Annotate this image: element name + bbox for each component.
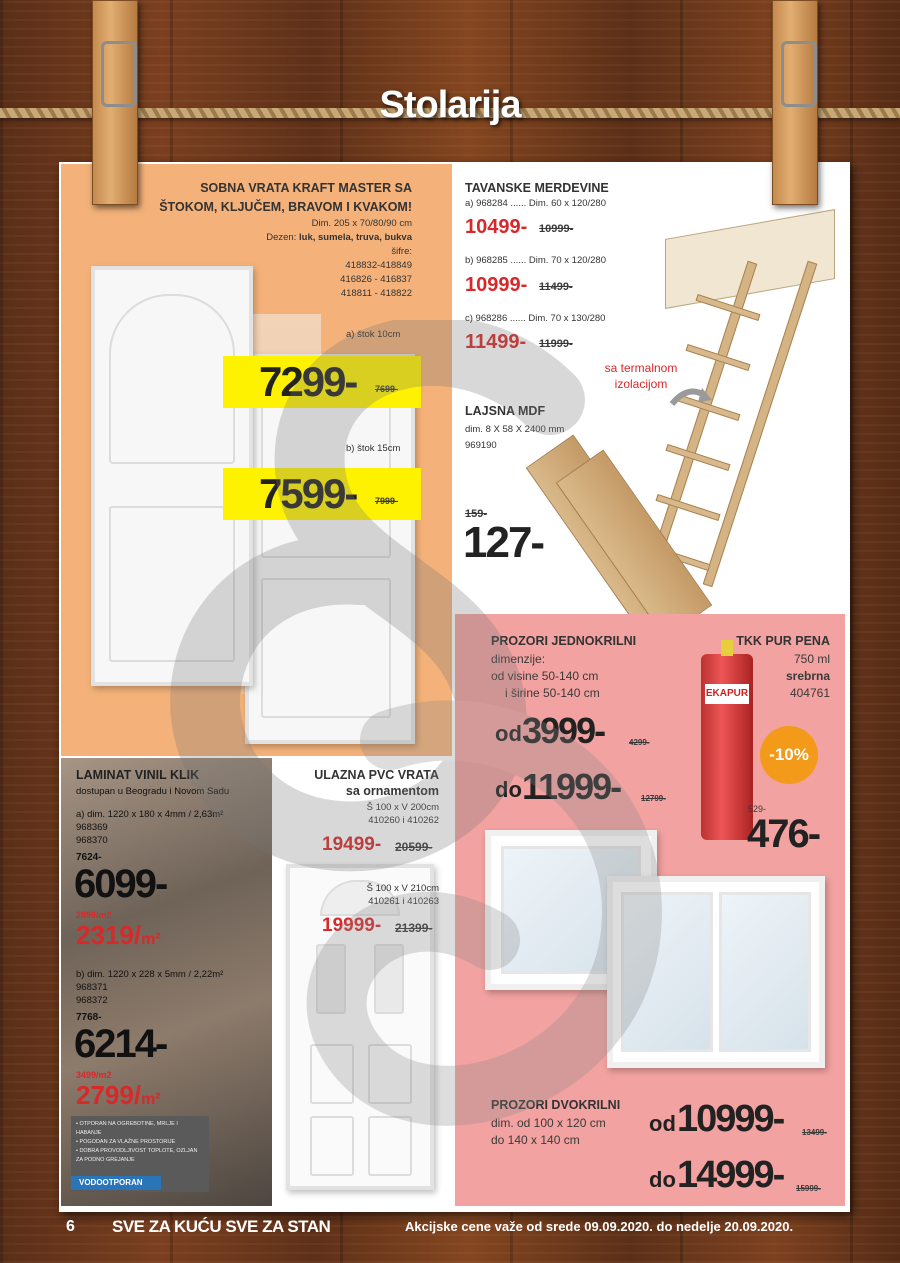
can-label: EKAPUR: [705, 684, 749, 704]
single-to-old: 12799-: [641, 794, 666, 803]
doors-code-1: 418832-418849: [345, 260, 412, 271]
page-number: 6: [66, 1218, 75, 1235]
single-windows-line-1: dimenzije:: [491, 652, 546, 666]
door-bottom-panel: [109, 506, 235, 662]
double-from-price: 10999-: [677, 1098, 784, 1140]
laminate-a-price-m2: [76, 920, 161, 951]
laminate-b-old-m2: 3499/m2: [76, 1070, 112, 1080]
laminate-a-line: a) dim. 1220 x 180 x 4mm / 2,63m²: [76, 809, 224, 820]
foam-code: 404761: [789, 686, 830, 700]
pvc-door-panel: [368, 1044, 412, 1104]
page-heading: Stolarija: [379, 84, 521, 126]
pvc-title-1: ULAZNA PVC VRATA: [314, 768, 439, 782]
waterproof-badge: VODOOTPORAN: [71, 1176, 161, 1190]
pvc-door-panel: [368, 1116, 412, 1176]
ladder-c-line: c) 968286 ...... Dim. 70 x 130/280: [465, 313, 606, 324]
laminate-a-old: 7624-: [76, 852, 102, 863]
feature-1: • OTPORAN NA OGREBOTINE, MRLJE I HABANJE: [76, 1121, 178, 1136]
doors-dim: Dim. 205 x 70/80/90 cm: [311, 218, 412, 229]
doors-code-2: 416826 - 416837: [340, 274, 412, 285]
ladder-note-2: izolacijom: [614, 377, 668, 391]
doors-code-3: 418811 - 418822: [340, 288, 412, 299]
dezen-value: luk, sumela, truva, bukva: [299, 232, 412, 243]
ladder-c-old: 11999-: [539, 338, 573, 350]
foam-old: 529-: [748, 804, 767, 814]
double-to-old: 15999-: [796, 1184, 821, 1193]
laminate-b-price: 6214-: [74, 1022, 167, 1066]
pvc-door-panel: [310, 1116, 354, 1176]
foam-can-image: [701, 654, 753, 840]
catalog-sheet: [59, 162, 850, 1212]
single-from-price: 3999-: [522, 710, 605, 751]
single-windows-line-2: od visine 50-140 cm: [491, 669, 599, 683]
ladder-a-old: 10999-: [539, 223, 574, 235]
single-windows-line-3: i širine 50-140 cm: [505, 686, 600, 700]
laminate-availability: dostupan u Beogradu i Novom Sadu: [76, 786, 230, 797]
ladder-a-price: 10499-: [465, 216, 528, 238]
windows-panel: [455, 614, 845, 1206]
single-windows-title: PROZORI JEDNOKRILNI: [491, 634, 637, 648]
laminate-title: LAMINAT VINIL KLIK: [76, 768, 200, 782]
curved-arrow-icon: [668, 382, 714, 410]
single-to-label: do: [495, 777, 522, 802]
pvc-price-2: 19999-: [322, 915, 382, 936]
molding-old: 159-: [465, 508, 488, 520]
feature-2: • POGODAN ZA VLAŽNE PROSTORIJE: [76, 1139, 176, 1145]
laminate-b-price-m2-value: 2799/: [76, 1080, 142, 1110]
molding-code: 969190: [465, 440, 497, 451]
pvc-codes-2: 410261 i 410263: [368, 896, 439, 907]
foam-title: TKK PUR PENA: [736, 634, 830, 648]
laminate-a-code-2: 968370: [76, 835, 108, 846]
attic-hatch-image: [665, 209, 835, 309]
door-white-image: [245, 354, 415, 744]
double-windows-line-1: dim. od 100 x 120 cm: [491, 1116, 606, 1130]
laminate-b-line: b) dim. 1220 x 228 x 5mm / 2,22m²: [76, 969, 224, 980]
double-to-price: 14999-: [677, 1154, 784, 1196]
doors-old-b: 7999-: [375, 496, 399, 506]
doors-title-2: ŠTOKOM, KLJUČEM, BRAVOM I KVAKOM!: [159, 200, 412, 214]
ladder-rail-right: [703, 261, 818, 587]
pvc-size-2: Š 100 x V 210cm: [366, 883, 439, 894]
price-tag-b: [223, 468, 421, 520]
laminate-b-price-m2: [76, 1080, 161, 1111]
single-from-old: 4299-: [629, 738, 650, 747]
molding-price: 127-: [463, 518, 544, 567]
double-from-old: 13499-: [802, 1128, 827, 1137]
foam-price: 476-: [747, 812, 820, 856]
double-from-label: od: [649, 1111, 676, 1136]
door-lower-panel: [261, 578, 391, 718]
double-window-glass-right: [719, 892, 811, 1052]
laminate-a-old-m2: 2899/m2: [76, 910, 112, 920]
pvc-door-glass-right: [374, 944, 404, 1014]
interior-doors-panel: [61, 164, 452, 756]
pvc-door-glass-left: [316, 944, 346, 1014]
ladder-b-line: b) 968285 ...... Dim. 70 x 120/280: [465, 255, 607, 266]
pvc-size-1: Š 100 x V 200cm: [366, 802, 439, 813]
laminate-b-code-1: 968371: [76, 982, 108, 993]
pvc-old-1: 20599-: [395, 840, 433, 854]
doors-sifre-label: šifre:: [391, 246, 412, 257]
pvc-title-2: sa ornamentom: [345, 784, 439, 798]
price-tag-a: [223, 356, 421, 408]
doors-title-1: SOBNA VRATA KRAFT MASTER SA: [200, 181, 412, 195]
doors-price-b: 7599-: [259, 470, 357, 517]
attic-ladder-panel: [455, 164, 845, 612]
doors-price-a: 7299-: [259, 358, 357, 405]
door-arch-panel: [109, 294, 235, 464]
ladder-b-price: 10999-: [465, 274, 528, 296]
molding-title: LAJSNA MDF: [465, 404, 546, 418]
laminate-b-unit: m²: [141, 1091, 161, 1108]
double-to-label: do: [649, 1167, 676, 1192]
double-windows-title: PROZORI DVOKRILNI: [491, 1098, 621, 1112]
footer-slogan: SVE ZA KUĆU SVE ZA STAN: [112, 1217, 331, 1236]
discount-badge: -10%: [760, 726, 818, 784]
can-nozzle: [721, 640, 733, 656]
ladder-a-line: a) 968284 ...... Dim. 60 x 120/280: [465, 198, 607, 209]
ladder-c-price: 11499-: [465, 331, 527, 353]
molding-dim: dim. 8 X 58 X 2400 mm: [465, 424, 565, 435]
ladder-note-1: sa termalnom: [604, 361, 678, 375]
doors-option-b: b) štok 15cm: [346, 443, 401, 454]
feature-3: • DOBRA PROVODLJIVOST TOPLOTE, OZLJAN ZA PODNO GREJANJE: [76, 1148, 198, 1163]
pvc-codes-1: 410260 i 410262: [368, 815, 439, 826]
double-windows-line-2: do 140 x 140 cm: [491, 1133, 580, 1147]
double-window-glass-left: [621, 892, 713, 1052]
dezen-label: Dezen:: [266, 232, 297, 243]
foam-volume: 750 ml: [793, 652, 830, 666]
ladder-b-old: 11499-: [539, 281, 573, 293]
laminate-a-unit: m²: [141, 931, 161, 948]
laminate-b-old: 7768-: [76, 1012, 102, 1023]
pvc-door-image: [286, 864, 434, 1190]
laminate-a-price-m2-value: 2319/: [76, 920, 142, 950]
pvc-price-1: 19499-: [322, 834, 382, 855]
laminate-panel: [61, 758, 272, 1206]
page-footer: [0, 1212, 900, 1263]
foam-color: srebrna: [785, 669, 830, 683]
single-to-price: 11999-: [522, 766, 621, 807]
laminate-b-code-2: 968372: [76, 995, 108, 1006]
ladder-title: TAVANSKE MERDEVINE: [465, 181, 609, 195]
doors-dezen: [112, 231, 412, 244]
laminate-features-box: [71, 1116, 209, 1192]
doors-old-a: 7699-: [375, 384, 399, 394]
ladder-rung: [666, 444, 731, 471]
validity-note: Akcijske cene važe od srede 09.09.2020. do nedelje 20.09.2020.: [405, 1219, 794, 1234]
pvc-old-2: 21399-: [395, 921, 433, 935]
single-from-label: od: [495, 721, 522, 746]
pvc-door-panel: [310, 1044, 354, 1104]
laminate-a-code-1: 968369: [76, 822, 108, 833]
doors-option-a: a) štok 10cm: [346, 329, 401, 340]
ladder-rung: [696, 294, 761, 321]
pvc-door-panel: [274, 758, 453, 1206]
laminate-a-price: 6099-: [74, 862, 167, 906]
double-window-image: [607, 876, 825, 1068]
